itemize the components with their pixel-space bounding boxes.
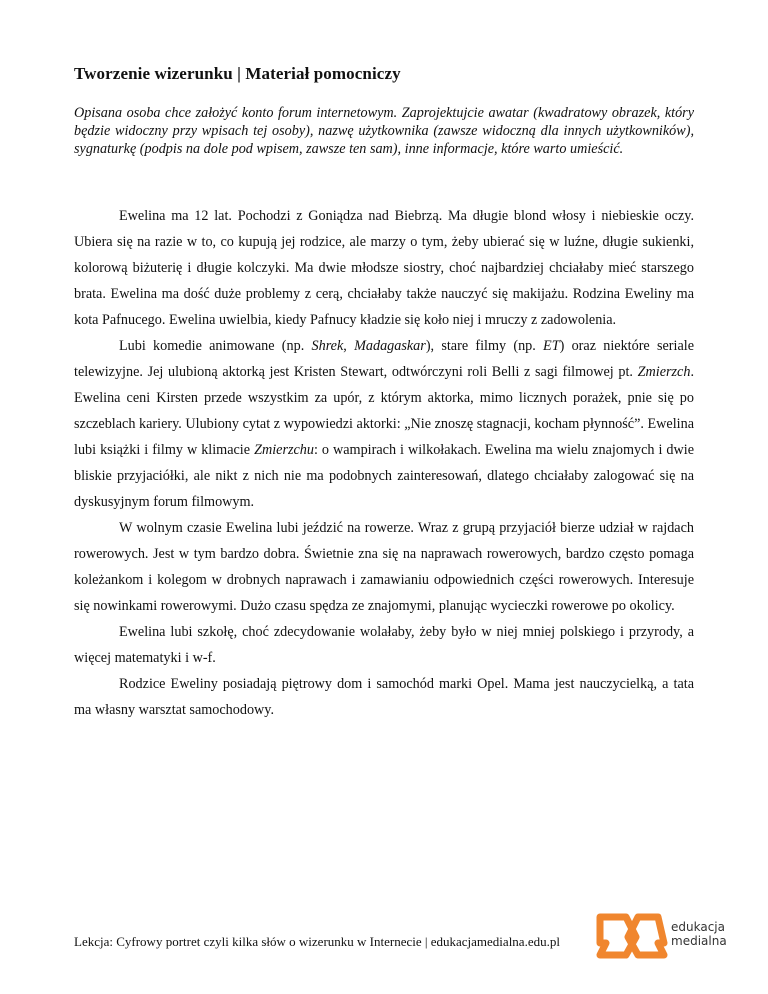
logo-wordmark xyxy=(671,920,727,948)
title-et: ET xyxy=(543,338,560,354)
title-zmierzch: Zmierzch xyxy=(637,364,691,380)
speech-bubbles-logo-icon xyxy=(592,907,672,963)
title-shrek: Shrek xyxy=(311,338,344,354)
document-title: Tworzenie wizerunku | Materiał pomocniczy xyxy=(74,64,401,83)
intro-paragraph: Opisana osoba chce założyć konto forum internetowym. Zaprojektujcie awatar (kwadratowy obrazek, który będzie widoczny przy wpisach tej osoby), nazwę użytkownika (zawsze widoczną dla innych użytkowników), sygnaturkę (podpis na dole pod wpisem, zawsze ten sam), inne informacje, które warto umieścić. xyxy=(74,105,694,157)
paragraph-2-text-a: Lubi komedie animowane (np. xyxy=(119,338,312,354)
paragraph-5: Rodzice Eweliny posiadają piętrowy dom i samochód marki Opel. Mama jest nauczycielką, a tata ma własny warsztat samochodowy. xyxy=(74,676,694,718)
logo-line-2: medialna xyxy=(671,934,727,948)
paragraph-2-text-d: ) oraz niektóre seriale telewizyjne. Jej ulubioną aktorką jest Kristen Stewart, odtwórczyni roli Belli z sagi filmowej pt. xyxy=(74,338,694,380)
paragraph-2-text-f: : o wampirach i wilkołakach. Ewelina ma wielu znajomych i dwie bliskie przyjaciółki, ale nikt z nich nie ma podobnych zainteresowań, dlatego chciałaby zalogować się na dyskusyjnym forum filmowym. xyxy=(74,442,694,510)
title-madagaskar: Madagaskar xyxy=(354,338,426,354)
title-zmierzchu: Zmierzchu xyxy=(254,442,314,458)
paragraph-2-text-c: ), stare filmy (np. xyxy=(425,338,544,354)
edukacja-medialna-logo xyxy=(592,907,768,963)
document-body xyxy=(74,203,694,723)
paragraph-4: Ewelina lubi szkołę, choć zdecydowanie wolałaby, żeby było w niej mniej polskiego i przyrody, a więcej matematyki i w-f. xyxy=(74,624,694,666)
page-footer: Lekcja: Cyfrowy portret czyli kilka słów o wizerunku w Internecie | edukacjamedialna.edu.pl xyxy=(74,934,560,949)
logo-line-1: edukacja xyxy=(671,920,725,934)
paragraph-3: W wolnym czasie Ewelina lubi jeździć na rowerze. Wraz z grupą przyjaciół bierze udział w rajdach rowerowych. Jest w tym bardzo dobra. Świetnie zna się na naprawach rowerowych, bardzo często pomaga koleżankom i kolegom w drobnych naprawach i zamawianiu odpowiednich części rowerowych. Interesuje się nowinkami rowerowymi. Dużo czasu spędza ze znajomymi, planując wycieczki rowerowe po okolicy. xyxy=(74,520,694,614)
paragraph-2 xyxy=(74,333,694,515)
paragraph-2-text-e: . Ewelina ceni Kirsten przede wszystkim za upór, z którym aktorka, mimo licznych porażek, pnie się po szczeblach kariery. Ulubiony cytat z wypowiedzi aktorki: „Nie znoszę stagnacji, kocham płynność”. Ewelina lubi książki i filmy w klimacie xyxy=(74,364,694,458)
paragraph-2-text-b: , xyxy=(343,338,355,354)
paragraph-1: Ewelina ma 12 lat. Pochodzi z Goniądza nad Biebrzą. Ma długie blond włosy i niebieskie oczy. Ubiera się na razie w to, co kupują jej rodzice, ale marzy o tym, żeby ubierać się w luźne, długie sukienki, kolorową biżuterię i długie kolczyki. Ma dwie młodsze siostry, choć najbardziej chciałaby mieć starszego brata. Ewelina ma dość duże problemy z cerą, chciałaby także nauczyć się makijażu. Rodzina Eweliny ma kota Pafnucego. Ewelina uwielbia, kiedy Pafnucy kładzie się koło niej i mruczy z zadowolenia. xyxy=(74,208,694,328)
